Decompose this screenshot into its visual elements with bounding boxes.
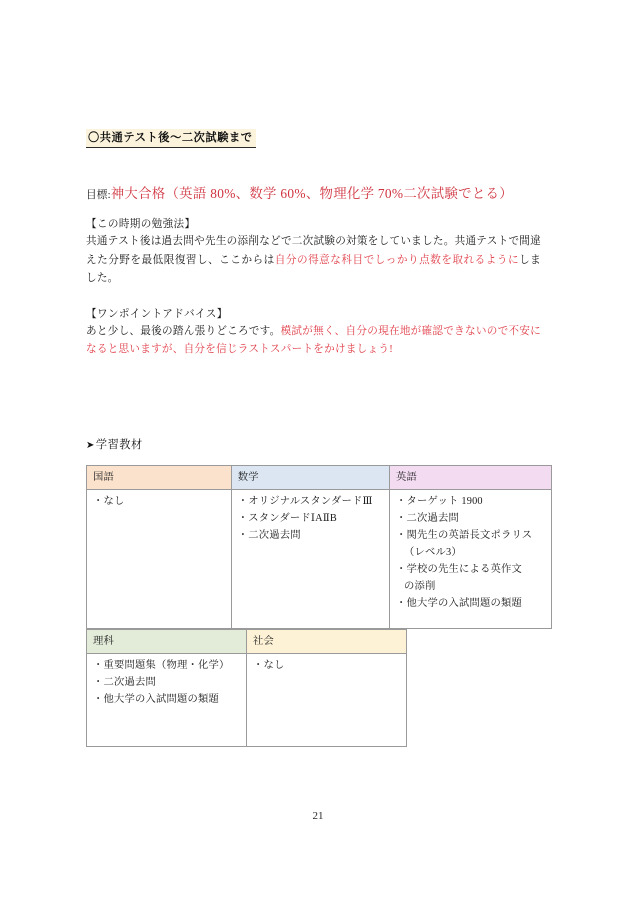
list-item: ・二次過去問 <box>396 512 460 524</box>
advice-heading: 【ワンポイントアドバイス】 <box>86 309 228 321</box>
spacer <box>86 148 552 184</box>
table-row <box>87 489 552 628</box>
table-header-shakai <box>247 629 407 653</box>
table-cell-kokugo <box>87 489 232 628</box>
materials-table-secondary <box>86 629 407 747</box>
list-item: ・なし <box>93 495 125 507</box>
materials-heading-label: 学習教材 <box>95 438 143 451</box>
page-number: 21 <box>312 810 324 822</box>
section-title: 〇共通テスト後～二次試験まで <box>86 129 256 148</box>
spacer <box>86 288 552 306</box>
spacer <box>86 360 552 436</box>
study-method-text-1: 共通テスト後は過去問や先生の添削などで二次試験の対策をしていました。共通テストで間違えた分野を最低限復習し、ここからは <box>86 236 541 266</box>
header-label: 理科 <box>93 635 114 647</box>
materials-table-primary <box>86 465 552 629</box>
header-label: 英語 <box>396 471 418 483</box>
list-item: ・二次過去問 <box>93 676 156 688</box>
advice-text-1: あと少し、最後の踏ん張りどころです。 <box>86 326 281 338</box>
list-item-continuation: の添削 <box>404 581 436 593</box>
header-label: 社会 <box>253 635 274 647</box>
study-method-highlight: 自分の得意な科目でしっかり点数を取れるように <box>274 254 520 266</box>
table-row-header <box>87 465 552 489</box>
table-row-header <box>87 629 407 653</box>
table-header-rika <box>87 629 247 653</box>
list-item-continuation: （レベル3） <box>404 546 462 558</box>
arrow-right-icon: ➤ <box>86 439 95 451</box>
materials-heading <box>86 436 552 452</box>
table-row <box>87 653 407 746</box>
study-method-text-2: しました。 <box>86 254 542 284</box>
list-item: ・オリジナルスタンダードⅢ <box>237 495 373 507</box>
advice-highlight: 模試が無く、自分の現在地が確認できないので不安になると思いますが、自分を信じラストスパートをかけましょう! <box>86 326 542 356</box>
list-item: ・スタンダードⅠAⅡB <box>237 512 338 524</box>
list-item: ・重要問題集（物理・化学） <box>93 659 230 671</box>
list-item: ・他大学の入試問題の類題 <box>396 598 523 610</box>
page-content <box>86 128 552 747</box>
table-cell-eigo <box>390 489 552 628</box>
list-item: ・他大学の入試問題の類題 <box>93 693 219 705</box>
list-item: ・学校の先生による英作文 <box>396 564 523 576</box>
goal-text: 神大合格（英語 80%、数学 60%、物理化学 70%二次試験でとる） <box>110 186 513 202</box>
advice-body <box>86 323 541 359</box>
table-header-eigo <box>390 465 552 489</box>
study-method-heading: 【この時期の勉強法】 <box>86 219 196 231</box>
spacer <box>86 452 552 465</box>
goal-line <box>86 184 552 204</box>
table-cell-rika <box>87 653 247 746</box>
spacer <box>86 204 552 216</box>
list-item: ・関先生の英語長文ポラリス <box>396 529 533 541</box>
goal-label: 目標: <box>86 190 111 202</box>
header-label: 数学 <box>237 471 259 483</box>
list-item: ・ターゲット 1900 <box>396 495 483 507</box>
table-cell-sugaku <box>231 489 389 628</box>
study-method-body <box>86 233 541 288</box>
table-cell-shakai <box>247 653 407 746</box>
table-header-kokugo <box>87 465 232 489</box>
table-header-sugaku <box>231 465 389 489</box>
list-item: ・二次過去問 <box>237 529 301 541</box>
header-label: 国語 <box>93 471 114 483</box>
list-item: ・なし <box>253 659 285 671</box>
